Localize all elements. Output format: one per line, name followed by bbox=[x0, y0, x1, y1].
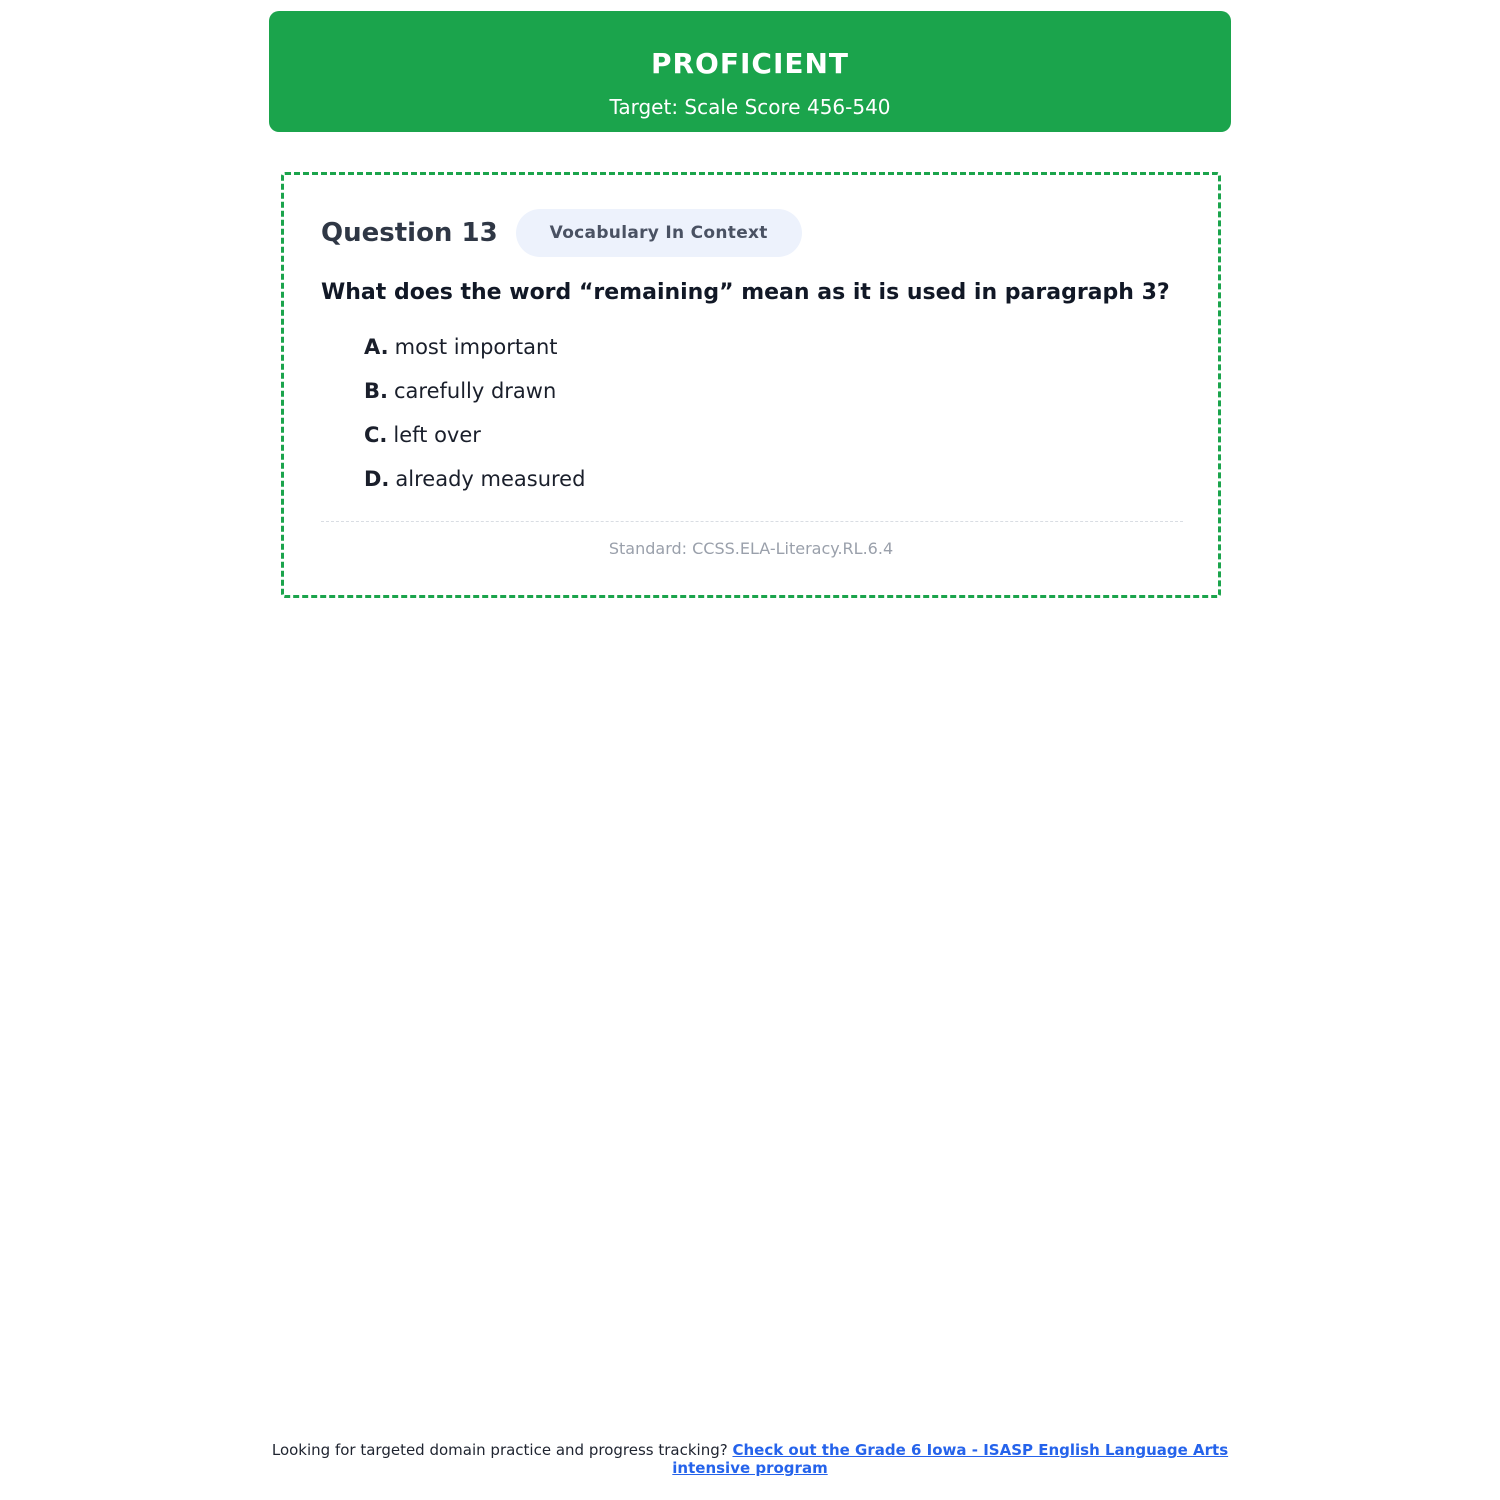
question-category-tag: Vocabulary In Context bbox=[516, 209, 802, 257]
option-text: already measured bbox=[395, 467, 586, 491]
answer-option-c[interactable] bbox=[364, 419, 585, 463]
divider bbox=[321, 521, 1183, 522]
answer-options bbox=[364, 331, 585, 507]
standard-label: Standard: CCSS.ELA-Literacy.RL.6.4 bbox=[608, 539, 894, 558]
option-letter: D. bbox=[364, 467, 390, 491]
option-text: left over bbox=[393, 423, 481, 447]
option-letter: C. bbox=[364, 423, 388, 447]
option-letter: B. bbox=[364, 379, 388, 403]
banner-subtitle: Target: Scale Score 456-540 bbox=[609, 95, 891, 119]
option-text: most important bbox=[394, 335, 558, 359]
program-link[interactable]: Check out the Grade 6 Iowa - ISASP English Language Arts intensive program bbox=[672, 1441, 1229, 1477]
option-text: carefully drawn bbox=[393, 379, 557, 403]
answer-option-b[interactable] bbox=[364, 375, 585, 419]
question-number: Question 13 bbox=[321, 218, 498, 248]
answer-option-d[interactable] bbox=[364, 463, 585, 507]
banner-title: PROFICIENT bbox=[650, 47, 850, 80]
option-letter: A. bbox=[364, 335, 389, 359]
answer-option-a[interactable] bbox=[364, 331, 585, 375]
proficiency-banner bbox=[269, 11, 1231, 132]
question-card bbox=[281, 172, 1221, 598]
footer bbox=[270, 1441, 1230, 1477]
footer-text: Looking for targeted domain practice and progress tracking? bbox=[271, 1441, 728, 1459]
question-prompt: What does the word “remaining” mean as it is used in paragraph 3? bbox=[321, 280, 1170, 305]
question-header bbox=[321, 208, 802, 258]
